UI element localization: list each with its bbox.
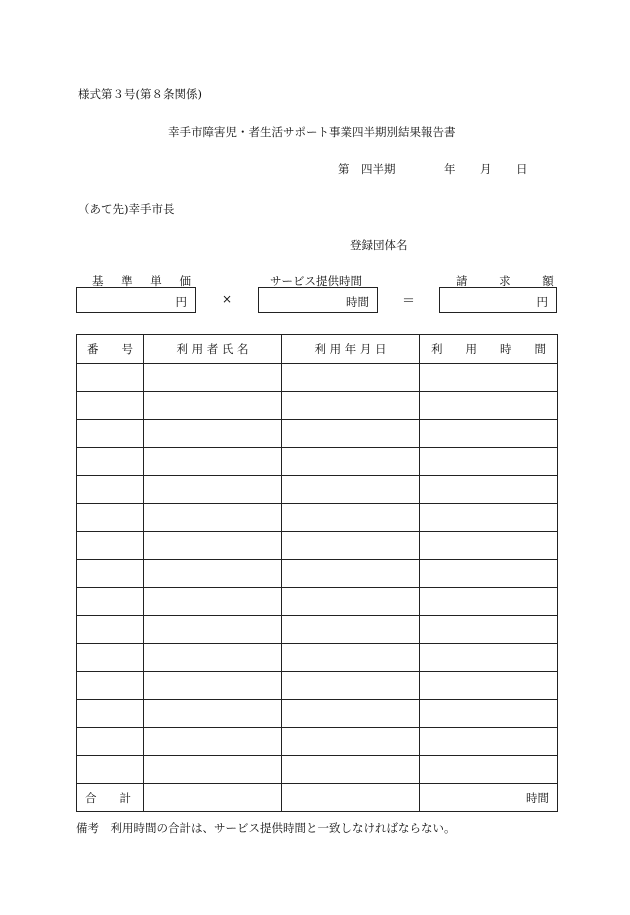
usage-time-cell[interactable]	[420, 392, 558, 420]
number-cell[interactable]	[77, 504, 144, 532]
usage-date-cell[interactable]	[282, 420, 420, 448]
user-name-cell[interactable]	[144, 420, 282, 448]
header-usage-time: 利 用 時 間	[420, 335, 558, 364]
usage-date-cell[interactable]	[282, 756, 420, 784]
user-name-cell[interactable]	[144, 588, 282, 616]
usage-date-cell[interactable]	[282, 476, 420, 504]
unit-price-field[interactable]	[76, 287, 196, 313]
usage-date-cell[interactable]	[282, 448, 420, 476]
usage-time-cell[interactable]	[420, 588, 558, 616]
usage-time-cell[interactable]	[420, 504, 558, 532]
number-cell[interactable]	[77, 728, 144, 756]
table-row	[77, 728, 558, 756]
usage-time-cell[interactable]	[420, 448, 558, 476]
number-cell[interactable]	[77, 364, 144, 392]
total-label: 合 計	[77, 784, 144, 812]
usage-date-cell[interactable]	[282, 364, 420, 392]
user-name-cell[interactable]	[144, 560, 282, 588]
number-cell[interactable]	[77, 700, 144, 728]
table-row	[77, 672, 558, 700]
header-usage-date: 利 用 年 月 日	[282, 335, 420, 364]
user-name-cell[interactable]	[144, 756, 282, 784]
usage-date-cell[interactable]	[282, 392, 420, 420]
user-name-cell[interactable]	[144, 392, 282, 420]
usage-time-cell[interactable]	[420, 532, 558, 560]
document-title: 幸手市障害児・者生活サポート事業四半期別結果報告書	[168, 125, 456, 139]
user-name-cell[interactable]	[144, 476, 282, 504]
number-cell[interactable]	[77, 532, 144, 560]
usage-time-cell[interactable]	[420, 700, 558, 728]
table-row	[77, 616, 558, 644]
equals-sign: ＝	[402, 294, 416, 309]
number-cell[interactable]	[77, 392, 144, 420]
usage-time-cell[interactable]	[420, 420, 558, 448]
usage-date-cell[interactable]	[282, 644, 420, 672]
table-row	[77, 588, 558, 616]
billing-amount-label: 請 求 額	[456, 274, 568, 288]
service-hours-field[interactable]	[258, 287, 378, 313]
table-row	[77, 476, 558, 504]
table-header-row	[77, 335, 558, 364]
user-name-cell[interactable]	[144, 616, 282, 644]
user-name-cell[interactable]	[144, 448, 282, 476]
number-cell[interactable]	[77, 616, 144, 644]
number-cell[interactable]	[77, 476, 144, 504]
table-row	[77, 364, 558, 392]
user-name-cell[interactable]	[144, 364, 282, 392]
table-row	[77, 420, 558, 448]
user-name-cell[interactable]	[144, 504, 282, 532]
usage-time-cell[interactable]	[420, 728, 558, 756]
usage-time-cell[interactable]	[420, 616, 558, 644]
number-cell[interactable]	[77, 448, 144, 476]
usage-time-cell[interactable]	[420, 560, 558, 588]
table-row	[77, 392, 558, 420]
total-cell[interactable]	[282, 784, 420, 812]
table-row	[77, 560, 558, 588]
usage-time-cell[interactable]	[420, 756, 558, 784]
organization-name-label: 登録団体名	[350, 238, 408, 252]
form-number: 様式第３号(第８条関係)	[78, 87, 202, 101]
multiply-sign: ×	[222, 292, 233, 306]
service-hours-label: サービス提供時間	[270, 274, 362, 288]
number-cell[interactable]	[77, 756, 144, 784]
usage-time-cell[interactable]	[420, 476, 558, 504]
usage-date-cell[interactable]	[282, 616, 420, 644]
usage-time-cell[interactable]	[420, 672, 558, 700]
user-name-cell[interactable]	[144, 644, 282, 672]
date-day-label: 日	[516, 162, 528, 176]
usage-date-cell[interactable]	[282, 672, 420, 700]
table-row	[77, 448, 558, 476]
quarter-label: 第 四半期	[338, 162, 396, 176]
header-number: 番 号	[77, 335, 144, 364]
usage-date-cell[interactable]	[282, 532, 420, 560]
total-row	[77, 784, 558, 812]
unit-price-label: 基 準 単 価	[92, 274, 198, 288]
table-row	[77, 756, 558, 784]
user-name-cell[interactable]	[144, 728, 282, 756]
remarks-note: 備考 利用時間の合計は、サービス提供時間と一致しなければならない。	[76, 821, 456, 835]
total-cell[interactable]	[144, 784, 282, 812]
number-cell[interactable]	[77, 420, 144, 448]
billing-amount-field[interactable]	[439, 287, 557, 313]
addressee: （あて先)幸手市長	[78, 202, 175, 216]
usage-date-cell[interactable]	[282, 504, 420, 532]
hours-unit: 時間	[346, 295, 369, 309]
usage-date-cell[interactable]	[282, 560, 420, 588]
number-cell[interactable]	[77, 588, 144, 616]
number-cell[interactable]	[77, 560, 144, 588]
user-name-cell[interactable]	[144, 672, 282, 700]
usage-date-cell[interactable]	[282, 728, 420, 756]
yen-unit: 円	[175, 295, 187, 309]
number-cell[interactable]	[77, 644, 144, 672]
table-row	[77, 504, 558, 532]
table-row	[77, 532, 558, 560]
user-name-cell[interactable]	[144, 532, 282, 560]
table-row	[77, 644, 558, 672]
total-hours-unit: 時間	[420, 784, 558, 812]
number-cell[interactable]	[77, 672, 144, 700]
usage-date-cell[interactable]	[282, 588, 420, 616]
yen-unit: 円	[536, 295, 548, 309]
usage-time-cell[interactable]	[420, 644, 558, 672]
table-row	[77, 700, 558, 728]
usage-time-cell[interactable]	[420, 364, 558, 392]
usage-date-cell[interactable]	[282, 700, 420, 728]
user-name-cell[interactable]	[144, 700, 282, 728]
header-user-name: 利 用 者 氏 名	[144, 335, 282, 364]
date-month-label: 月	[480, 162, 492, 176]
date-year-label: 年	[444, 162, 456, 176]
usage-table	[76, 334, 558, 812]
